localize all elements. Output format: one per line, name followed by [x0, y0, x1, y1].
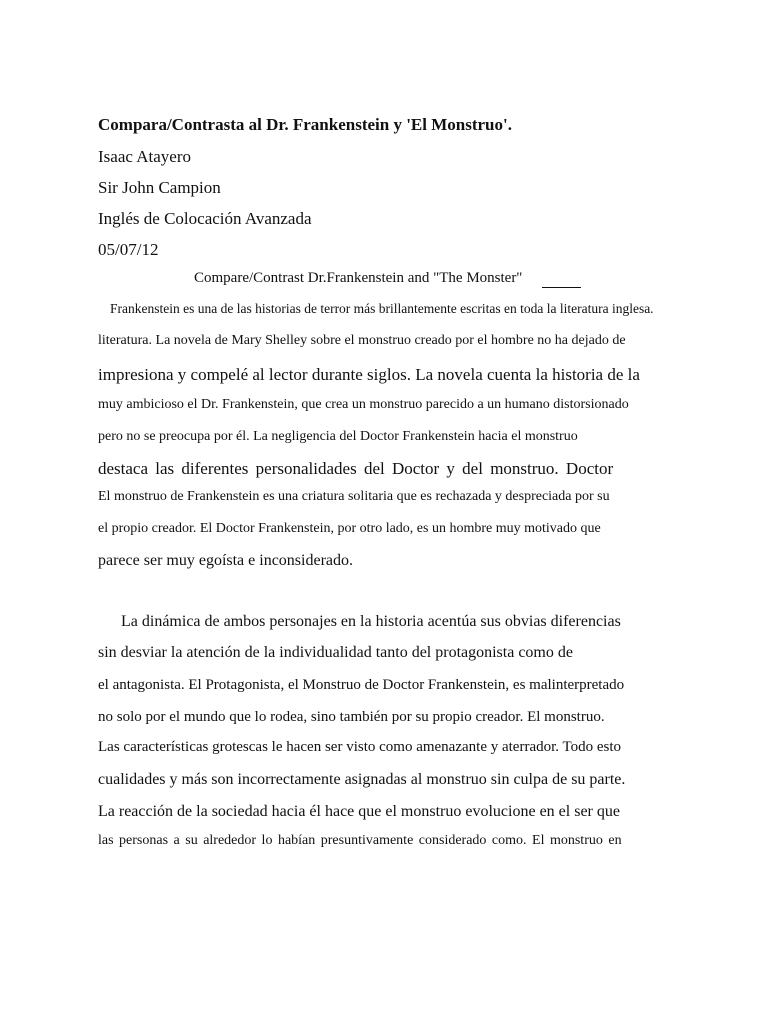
- paragraph-2-line-3: el antagonista. El Protagonista, el Monstruo de Doctor Frankenstein, es malinterpretado: [98, 677, 625, 693]
- paragraph-1-line-5: pero no se preocupa por él. La negligencia del Doctor Frankenstein hacia el monstruo: [98, 429, 578, 444]
- essay-title: Compara/Contrasta al Dr. Frankenstein y 'El Monstruo'.: [98, 115, 512, 134]
- paragraph-2-line-8: las personas a su alrededor lo habían presuntivamente considerado como. El monstruo en: [98, 833, 622, 848]
- paragraph-1-line-6: destaca las diferentes personalidades del Doctor y del monstruo. Doctor: [98, 459, 614, 478]
- paragraph-2-line-5: Las características grotescas le hacen ser visto como amenazante y aterrador. Todo esto: [98, 739, 622, 755]
- paragraph-1-line-7: El monstruo de Frankenstein es una criatura solitaria que es rechazada y despreciada por su: [98, 489, 610, 504]
- essay-date: 05/07/12: [98, 240, 159, 259]
- paragraph-2-line-6: cualidades y más son incorrectamente asignadas al monstruo sin culpa de su parte.: [98, 771, 626, 788]
- paragraph-2-line-2: sin desviar la atención de la individualidad tanto del protagonista como de: [98, 644, 573, 661]
- essay-subtitle: Compare/Contrast Dr.Frankenstein and "The Monster": [194, 270, 523, 286]
- paragraph-1-line-2: literatura. La novela de Mary Shelley sobre el monstruo creado por el hombre no ha dejado de: [98, 333, 626, 348]
- paragraph-1-line-8: el propio creador. El Doctor Frankenstein, por otro lado, es un hombre muy motivado que: [98, 521, 601, 536]
- paragraph-2-line-7: La reacción de la sociedad hacia él hace que el monstruo evolucione en el ser que: [98, 803, 620, 820]
- paragraph-1-line-9: parece ser muy egoísta e inconsiderado.: [98, 552, 354, 569]
- paragraph-1-line-1: Frankenstein es una de las historias de terror más brillantemente escritas en toda la literatura inglesa.: [110, 301, 654, 316]
- paragraph-2-line-4: no solo por el mundo que lo rodea, sino también por su propio creador. El monstruo.: [98, 709, 605, 725]
- course-name: Inglés de Colocación Avanzada: [98, 209, 312, 228]
- paragraph-1-line-4: muy ambicioso el Dr. Frankenstein, que crea un monstruo parecido a un humano distorsionado: [98, 397, 629, 412]
- paragraph-2-line-1: La dinámica de ambos personajes en la historia acentúa sus obvias diferencias: [121, 613, 621, 630]
- teacher-name: Sir John Campion: [98, 178, 221, 197]
- subtitle-underline: [542, 287, 581, 288]
- paragraph-1-line-3: impresiona y compelé al lector durante siglos. La novela cuenta la historia de la: [98, 365, 640, 384]
- author-name: Isaac Atayero: [98, 147, 191, 166]
